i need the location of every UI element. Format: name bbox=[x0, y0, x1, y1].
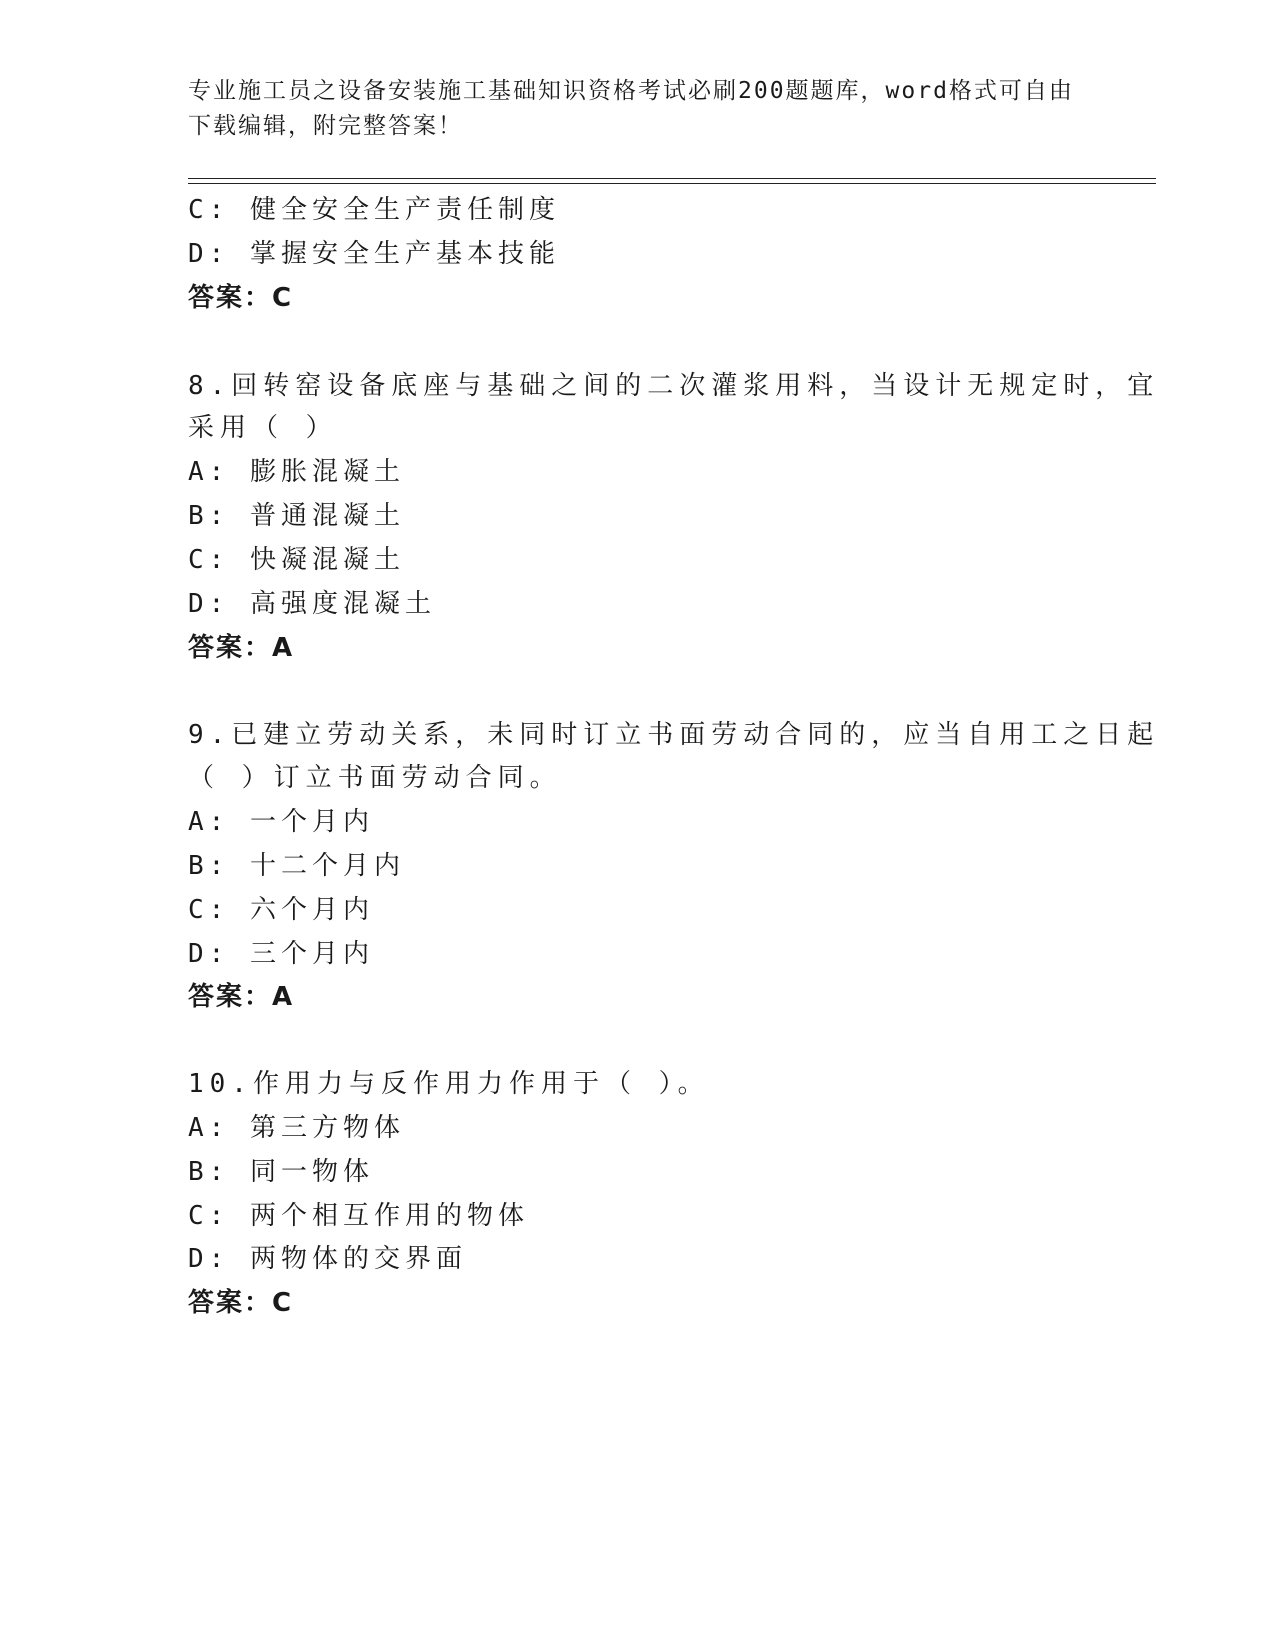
q9-stem-line-2: （ ）订立书面劳动合同。 bbox=[188, 763, 562, 793]
header-line-1: 专业施工员之设备安装施工基础知识资格考试必刷200题题库，word格式可自由 bbox=[188, 78, 1074, 104]
q9-option-b: B: 十二个月内 bbox=[188, 851, 405, 881]
q8-option-d: D: 高强度混凝土 bbox=[188, 589, 436, 619]
q9-option-d: D: 三个月内 bbox=[188, 939, 374, 969]
q8-answer: 答案：A bbox=[188, 633, 295, 663]
q9-option-a: A: 一个月内 bbox=[188, 807, 374, 837]
prev-option-d: D: 掌握安全生产基本技能 bbox=[188, 239, 560, 269]
q8-option-c: C: 快凝混凝土 bbox=[188, 545, 405, 575]
q10-option-a: A: 第三方物体 bbox=[188, 1113, 405, 1143]
q8-option-a: A: 膨胀混凝土 bbox=[188, 457, 405, 487]
prev-answer: 答案：C bbox=[188, 283, 294, 313]
q8-stem-line-1: 8.回转窑设备底座与基础之间的二次灌浆用料，当设计无规定时，宜 bbox=[188, 371, 1160, 401]
q10-option-b: B: 同一物体 bbox=[188, 1157, 374, 1187]
header-line-2: 下载编辑，附完整答案！ bbox=[188, 113, 463, 139]
prev-option-c: C: 健全安全生产责任制度 bbox=[188, 195, 560, 225]
q8-option-b: B: 普通混凝土 bbox=[188, 501, 405, 531]
q9-option-c: C: 六个月内 bbox=[188, 895, 374, 925]
q9-answer: 答案：A bbox=[188, 982, 295, 1012]
q9-stem-line-1: 9.已建立劳动关系，未同时订立书面劳动合同的，应当自用工之日起 bbox=[188, 720, 1160, 750]
document-header bbox=[188, 74, 1078, 144]
q10-option-c: C: 两个相互作用的物体 bbox=[188, 1201, 529, 1231]
q10-option-d: D: 两物体的交界面 bbox=[188, 1244, 467, 1274]
q10-answer: 答案：C bbox=[188, 1288, 294, 1318]
header-divider-top bbox=[188, 178, 1156, 179]
header-divider-bottom bbox=[188, 183, 1156, 184]
q8-stem-line-2: 采用（ ） bbox=[188, 413, 338, 443]
q10-stem-line-1: 10.作用力与反作用力作用于（ ）。 bbox=[188, 1069, 710, 1099]
